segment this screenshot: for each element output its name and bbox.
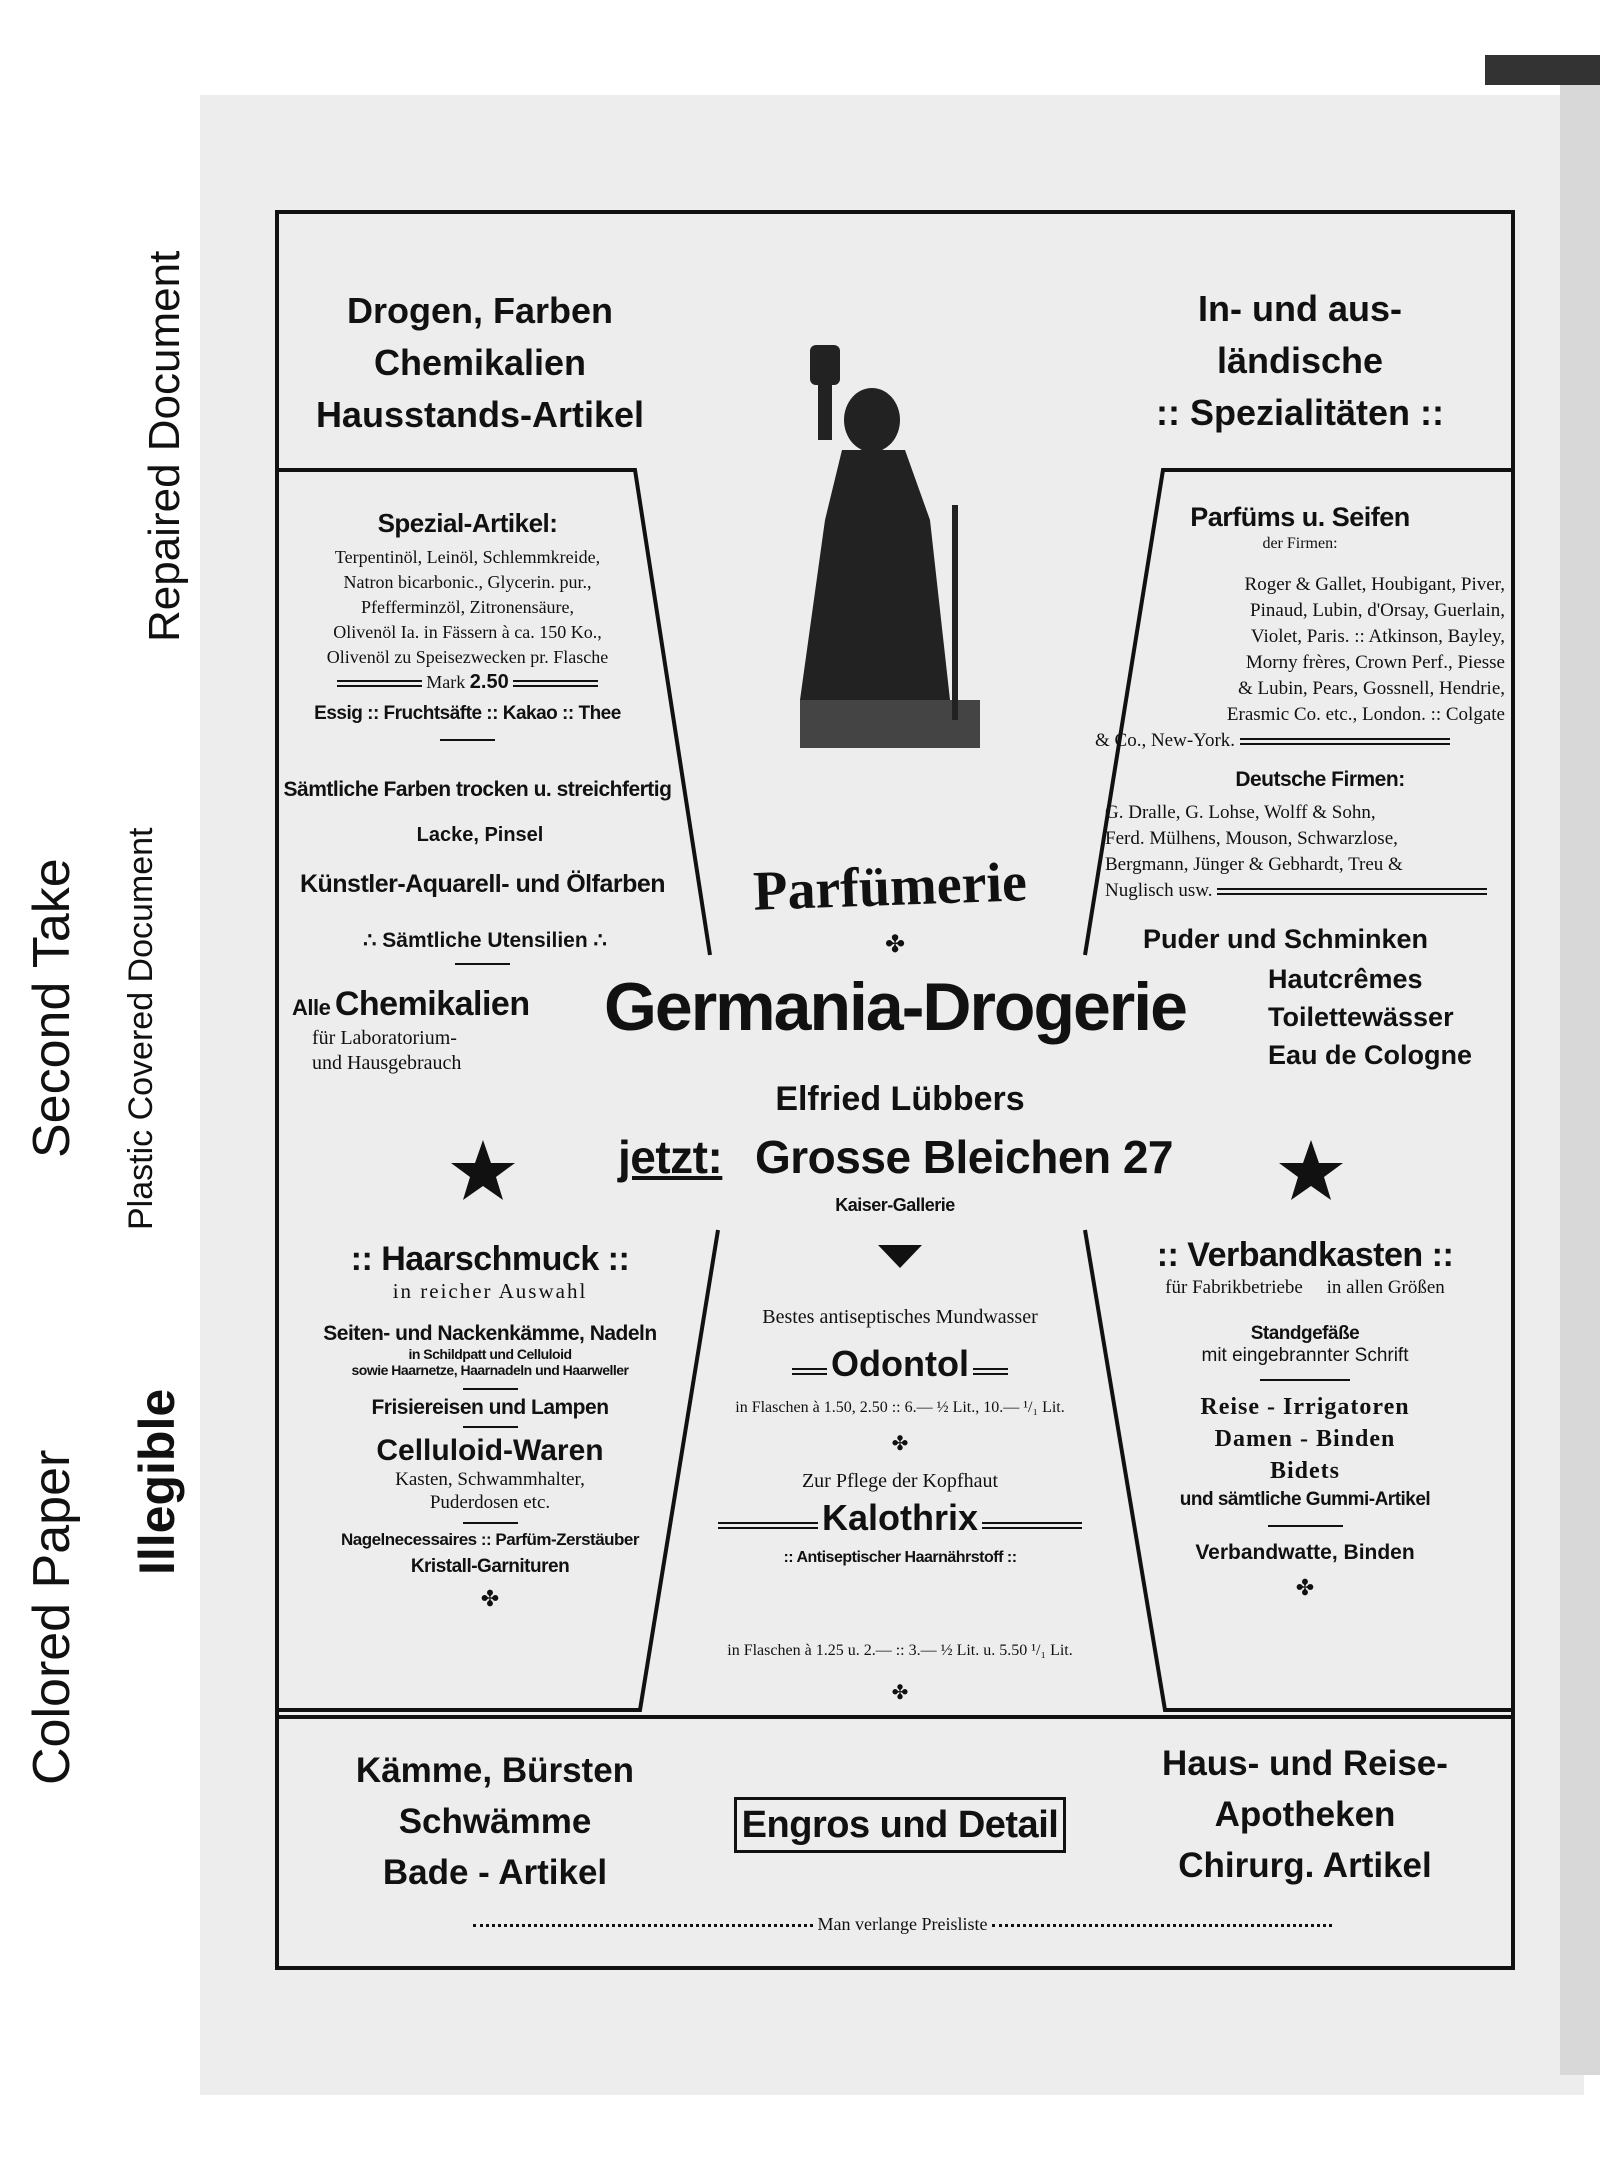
price-value: 2.50 [469,671,509,693]
footer-right-line: Chirurg. Artikel [1178,1846,1432,1885]
verband-title: :: Verbandkasten :: [1156,1236,1454,1274]
pflege-line: Zur Pflege der Kopfhaut [801,1470,999,1492]
dotted-leader [992,1924,1332,1927]
schrift-line: mit eingebrannter Schrift [1201,1345,1409,1366]
footer-left-line: Bade - Artikel [382,1853,608,1892]
double-rule [337,680,422,687]
footer-right-line: Haus- und Reise- [1162,1744,1448,1783]
parfuemerie-heading: Parfümerie [752,851,1028,923]
kaemme-line: Seiten- und Nackenkämme, Nadeln [323,1322,657,1345]
clover-ornament-icon: ✤ [480,1586,500,1611]
verband-panel [1100,1236,1510,1601]
divider [463,1426,518,1428]
spezial-line: Olivenöl Ia. in Fässern à ca. 150 Ko., [333,622,602,642]
footer-left [290,1745,700,1898]
dotted-leader [473,1924,813,1927]
kalothrix-price: in Flaschen à 1.25 u. 2.— :: 3.— ½ Lit. u. 5.50 ¹/₁ Lit. [727,1642,1073,1659]
preisliste-line [425,1914,1380,1935]
reise-line: Damen - Binden [1214,1426,1396,1452]
farben-line: Sämtliche Farben trocken u. streichfertig [283,778,672,801]
double-rule [1240,738,1450,745]
chemikalien-prefix: Alle [292,995,331,1020]
deutsche-line: Ferd. Mülhens, Mouson, Schwarzlose, [1105,828,1398,849]
haarnetze-line: sowie Haarnetze, Haarnadeln und Haarweller [351,1362,629,1378]
cosmetics-list [1268,960,1508,1074]
double-rule [1217,888,1487,895]
kaiser-gallerie: Kaiser-Gallerie [835,1195,955,1215]
header-right-line: In- und aus- [1198,288,1402,329]
clover-ornament-icon: ✤ [1295,1575,1315,1600]
parfums-line: Erasmic Co. etc., London. :: Colgate [1226,704,1505,725]
spezial-artikel-title: Spezial-Artikel: [377,508,558,538]
divider [1260,1379,1350,1381]
label-illegible: Illegible [129,1388,185,1575]
celluloid-title: Celluloid-Waren [376,1434,604,1467]
header-left-line: Hausstands-Artikel [315,394,645,435]
parfums-line: Roger & Gallet, Houbigant, Piver, [1244,574,1505,595]
chemikalien-line: und Hausgebrauch [312,1052,462,1074]
cosmetics-item: Eau de Cologne [1268,1040,1473,1070]
parfums-line: Morny frères, Crown Perf., Piesse [1245,652,1505,673]
cosmetics-item: Toilettewässer [1268,1002,1454,1032]
label-repaired: Repaired Document [140,250,189,642]
verband-sub-right: in allen Größen [1326,1277,1445,1298]
header-left [290,285,670,441]
deutsche-line-last: Nuglisch usw. [1105,878,1503,904]
gummi-line: und sämtliche Gummi-Artikel [1179,1489,1431,1510]
double-rule [973,1368,1008,1375]
footer-left-line: Schwämme [398,1802,592,1841]
footer-right [1100,1738,1510,1891]
divider [1268,1525,1343,1527]
spezial-artikel-panel [280,508,655,747]
drogerie-name: Germania-Drogerie [604,969,1186,1045]
odontol-title: Odontol [831,1343,969,1384]
star-icon [1279,1140,1343,1200]
chemikalien-block [292,985,562,1076]
footer-left-line: Kämme, Bürsten [355,1751,635,1790]
deutsche-firmen-title: Deutsche Firmen: [1235,768,1405,791]
celluloid-line: Kasten, Schwammhalter, [395,1469,585,1490]
reise-line: Bidets [1269,1458,1340,1484]
divider [463,1388,518,1390]
price-line [280,670,655,695]
chemikalien-title: Chemikalien [334,985,530,1023]
double-rule [513,680,598,687]
label-second-take: Second Take [23,858,81,1158]
kalothrix-title: Kalothrix [821,1497,979,1538]
odontol-price: in Flaschen à 1.50, 2.50 :: 6.— ½ Lit., 10.— ¹/₁ Lit. [735,1399,1065,1416]
price-label: Mark [426,672,466,692]
engros-detail-box: Engros und Detail [734,1797,1066,1853]
standgefaesse-line: Standgefäße [1250,1323,1360,1344]
kalothrix-sub: :: Antiseptischer Haarnährstoff :: [783,1549,1017,1566]
deutsche-firmen-list [1105,800,1503,904]
haarschmuck-title: :: Haarschmuck :: [350,1240,630,1278]
drinks-line: Essig :: Fruchtsäfte :: Kakao :: Thee [314,703,621,724]
chemikalien-line: für Laboratorium- [312,1027,457,1049]
clover-ornament-icon: ✤ [884,931,906,958]
verband-sub-left: für Fabrikbetriebe [1165,1277,1303,1298]
clover-ornament-icon: ✤ [891,1682,909,1704]
header-right-line: ländische [1216,340,1384,381]
celluloid-line: Puderdosen etc. [429,1492,551,1513]
parfums-line: Violet, Paris. :: Atkinson, Bayley, [1250,626,1505,647]
double-rule [792,1368,827,1375]
lacke-line: Lacke, Pinsel [416,824,544,846]
header-left-line: Chemikalien [373,342,587,383]
parfums-line: Pinaud, Lubin, d'Orsay, Guerlain, [1250,600,1505,621]
footer-right-line: Apotheken [1214,1795,1396,1834]
divider [455,963,510,965]
spezial-line: Natron bicarbonic., Glycerin. pur., [343,572,592,592]
haarschmuck-sub: in reicher Auswahl [392,1279,588,1303]
label-plastic-covered: Plastic Covered Document [122,827,160,1230]
verbandwatte-line: Verbandwatte, Binden [1195,1541,1415,1564]
double-rule [982,1522,1082,1529]
divider [440,739,495,741]
utensilien-line: ∴ Sämtliche Utensilien ∴ [363,929,607,952]
nagel-line: Nagelnecessaires :: Parfüm-Zerstäuber [340,1530,640,1549]
preisliste-text: Man verlange Preisliste [817,1914,988,1934]
label-colored-paper: Colored Paper [23,1449,81,1785]
header-right [1110,283,1490,439]
spezial-line: Terpentinöl, Leinöl, Schlemmkreide, [334,547,601,567]
jetzt-label: jetzt: [618,1131,723,1183]
kuenstler-line: Künstler-Aquarell- und Ölfarben [299,870,666,898]
germania-statue-icon [800,345,980,748]
spezial-line: Pfefferminzöl, Zitronensäure, [360,597,575,617]
parfums-list [1095,572,1505,754]
double-rule [718,1522,818,1529]
schildpatt-line: in Schildpatt und Celluloid [408,1346,572,1362]
kristall-line: Kristall-Garnituren [410,1556,570,1577]
parfums-title: Parfüms u. Seifen [1190,502,1410,532]
divider [463,1522,518,1524]
spezial-line: Olivenöl zu Speisezwecken pr. Flasche [326,647,609,667]
deutsche-line: G. Dralle, G. Lohse, Wolff & Sohn, [1105,802,1376,823]
puder-line: Puder und Schminken [1143,924,1429,954]
parfums-line: & Lubin, Pears, Gossnell, Hendrie, [1237,678,1505,699]
mundwasser-intro: Bestes antiseptisches Mundwasser [762,1306,1038,1328]
triangle-ornament-icon [878,1245,922,1268]
address: Grosse Bleichen 27 [755,1131,1173,1183]
mundwasser-block [680,1306,1120,1567]
clover-ornament-icon: ✤ [891,1433,909,1455]
reise-line: Reise - Irrigatoren [1200,1394,1410,1420]
deutsche-line: Bergmann, Jünger & Gebhardt, Treu & [1105,854,1403,875]
star-icon [451,1140,515,1200]
haarschmuck-panel [285,1240,695,1612]
parfums-panel [1095,502,1505,553]
cosmetics-item: Hautcrêmes [1268,964,1423,994]
header-right-line: :: Spezialitäten :: [1155,392,1445,433]
header-left-line: Drogen, Farben [346,290,614,331]
parfums-line-last: & Co., New-York. [1095,728,1505,754]
frisier-line: Frisiereisen und Lampen [371,1396,609,1419]
parfums-subtitle: der Firmen: [1262,535,1338,552]
owner-name: Elfried Lübbers [775,1080,1025,1118]
